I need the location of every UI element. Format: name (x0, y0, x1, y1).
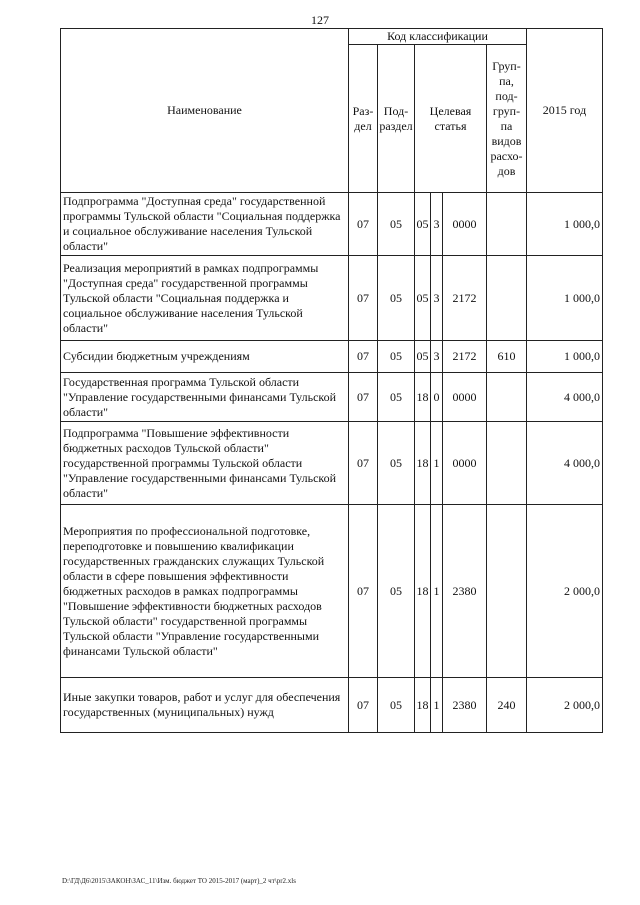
row-vr (487, 193, 527, 256)
row-amount: 4 000,0 (527, 422, 603, 505)
page-number: 127 (311, 13, 329, 27)
row-vr: 240 (487, 678, 527, 733)
row-cs2: 3 (431, 341, 443, 373)
table-row (61, 341, 603, 373)
row-podrazdel: 05 (378, 422, 415, 505)
row-cs3: 2172 (443, 341, 487, 373)
table-row (61, 678, 603, 733)
row-amount: 2 000,0 (527, 678, 603, 733)
row-cs3: 0000 (443, 193, 487, 256)
row-razdel: 07 (349, 193, 378, 256)
row-cs2: 0 (431, 373, 443, 422)
row-cs1: 05 (415, 193, 431, 256)
table-row (61, 256, 603, 341)
row-cs1: 05 (415, 341, 431, 373)
row-name: Реализация мероприятий в рамках подпрограммы "Доступная среда" государственной программы Тульской области "Социальная поддержка и социальное обслуживание населения Тульской области" (61, 256, 349, 341)
row-amount: 1 000,0 (527, 256, 603, 341)
row-cs3: 2380 (443, 505, 487, 678)
row-razdel: 07 (349, 256, 378, 341)
row-cs3: 0000 (443, 422, 487, 505)
row-amount: 2 000,0 (527, 505, 603, 678)
header-classification: Код классификации (349, 29, 527, 45)
row-amount: 1 000,0 (527, 341, 603, 373)
row-podrazdel: 05 (378, 341, 415, 373)
table-row (61, 505, 603, 678)
row-amount: 1 000,0 (527, 193, 603, 256)
row-cs1: 18 (415, 422, 431, 505)
row-cs1: 18 (415, 373, 431, 422)
header-section (349, 45, 378, 193)
row-cs1: 05 (415, 256, 431, 341)
row-name: Государственная программа Тульской области "Управление государственными финансами Тульской области" (61, 373, 349, 422)
row-cs1: 18 (415, 505, 431, 678)
header-subsection (378, 45, 415, 193)
header-target-article (415, 45, 487, 193)
table-row (61, 193, 603, 256)
header-expense-group (487, 45, 527, 193)
row-cs2: 3 (431, 256, 443, 341)
row-name: Подпрограмма "Повышение эффективности бюджетных расходов Тульской области" государственной программы Тульской области "Управление государственными финансами Тульской области" (61, 422, 349, 505)
row-podrazdel: 05 (378, 678, 415, 733)
header-expense-group-label: Груп- па, под- груп- па видов расхо- дов (490, 58, 523, 178)
header-year: 2015 год (527, 29, 603, 193)
table-row (61, 422, 603, 505)
header-name: Наименование (61, 29, 349, 193)
row-podrazdel: 05 (378, 193, 415, 256)
row-razdel: 07 (349, 341, 378, 373)
row-vr: 610 (487, 341, 527, 373)
row-podrazdel: 05 (378, 505, 415, 678)
row-vr (487, 422, 527, 505)
header-subsection-label: Под- раздел (379, 103, 413, 133)
row-cs1: 18 (415, 678, 431, 733)
row-cs2: 3 (431, 193, 443, 256)
row-cs3: 0000 (443, 373, 487, 422)
row-razdel: 07 (349, 678, 378, 733)
row-name: Мероприятия по профессиональной подготовке, переподготовке и повышению квалификации государственных гражданских служащих Тульской области в сфере повышения эффективности бюджетных расходов в рамках подпрограммы "Повышение эффективности бюджетных расходов Тульской области" государственной программы Тульской области "Управление государственными финансами Тульской области" (61, 505, 349, 678)
row-razdel: 07 (349, 373, 378, 422)
row-vr (487, 256, 527, 341)
row-razdel: 07 (349, 422, 378, 505)
row-cs2: 1 (431, 422, 443, 505)
table-row (61, 373, 603, 422)
row-vr (487, 373, 527, 422)
row-name: Подпрограмма "Доступная среда" государственной программы Тульской области "Социальная поддержка и социальное обслуживание населения Тульской области" (61, 193, 349, 256)
row-cs3: 2380 (443, 678, 487, 733)
row-cs2: 1 (431, 678, 443, 733)
row-podrazdel: 05 (378, 256, 415, 341)
row-razdel: 07 (349, 505, 378, 678)
budget-table (60, 28, 603, 733)
row-name: Субсидии бюджетным учреждениям (61, 341, 349, 373)
row-vr (487, 505, 527, 678)
footer-file-path: D:\ГД\Д6\2015\ЗАКОН\ЗАС_11\Изм. бюджет ТО 2015-2017 (март)_2 чт\pr2.xls (62, 877, 296, 885)
row-name: Иные закупки товаров, работ и услуг для обеспечения государственных (муниципальных) нужд (61, 678, 349, 733)
row-cs3: 2172 (443, 256, 487, 341)
row-amount: 4 000,0 (527, 373, 603, 422)
header-target-article-label: Целевая статья (429, 103, 472, 133)
row-cs2: 1 (431, 505, 443, 678)
header-section-label: Раз- дел (352, 103, 374, 133)
row-podrazdel: 05 (378, 373, 415, 422)
